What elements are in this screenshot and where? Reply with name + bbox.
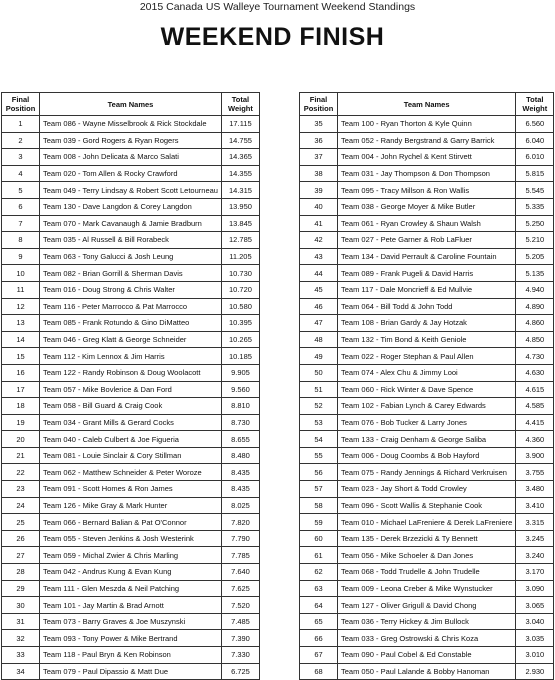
table-row xyxy=(2,431,260,448)
final-position-cell: 65 xyxy=(300,613,338,630)
final-position-cell: 37 xyxy=(300,149,338,166)
total-weight-cell: 14.315 xyxy=(221,182,259,199)
final-position-cell: 7 xyxy=(2,215,40,232)
team-name-cell: Team 055 - Steven Jenkins & Josh Westerink xyxy=(40,530,222,547)
table-row xyxy=(2,165,260,182)
total-weight-cell: 7.390 xyxy=(221,630,259,647)
total-weight-cell: 13.845 xyxy=(221,215,259,232)
final-position-cell: 12 xyxy=(2,298,40,315)
team-name-cell: Team 010 - Michael LaFreniere & Derek LaFreniere xyxy=(338,514,516,531)
total-weight-cell: 4.860 xyxy=(516,315,554,332)
total-weight-cell: 10.730 xyxy=(221,265,259,282)
table-row xyxy=(300,497,554,514)
total-weight-cell: 5.250 xyxy=(516,215,554,232)
total-weight-cell: 4.630 xyxy=(516,364,554,381)
team-name-cell: Team 038 - George Moyer & Mike Butler xyxy=(338,198,516,215)
table-row xyxy=(2,481,260,498)
position-header-line2: Position xyxy=(5,104,36,113)
final-position-cell: 30 xyxy=(2,597,40,614)
final-position-cell: 61 xyxy=(300,547,338,564)
final-position-cell: 16 xyxy=(2,364,40,381)
final-position-cell: 50 xyxy=(300,364,338,381)
total-weight-cell: 4.585 xyxy=(516,398,554,415)
table-row xyxy=(2,248,260,265)
table-row xyxy=(2,364,260,381)
table-row xyxy=(2,331,260,348)
total-weight-cell: 12.785 xyxy=(221,232,259,249)
table-row xyxy=(300,281,554,298)
total-weight-cell: 5.545 xyxy=(516,182,554,199)
final-position-cell: 48 xyxy=(300,331,338,348)
final-position-cell: 11 xyxy=(2,281,40,298)
total-weight-cell: 3.480 xyxy=(516,481,554,498)
total-weight-cell: 4.890 xyxy=(516,298,554,315)
team-name-cell: Team 022 - Roger Stephan & Paul Allen xyxy=(338,348,516,365)
total-weight-cell: 8.025 xyxy=(221,497,259,514)
final-position-cell: 34 xyxy=(2,663,40,680)
table-row xyxy=(2,514,260,531)
total-weight-cell: 3.170 xyxy=(516,564,554,581)
team-name-cell: Team 091 - Scott Homes & Ron James xyxy=(40,481,222,498)
total-weight-cell: 8.480 xyxy=(221,447,259,464)
table-row xyxy=(300,182,554,199)
header-row xyxy=(300,93,554,116)
table-row xyxy=(300,431,554,448)
final-position-cell: 21 xyxy=(2,447,40,464)
final-position-cell: 49 xyxy=(300,348,338,365)
final-position-cell: 54 xyxy=(300,431,338,448)
team-name-cell: Team 046 - Greg Klatt & George Schneider xyxy=(40,331,222,348)
total-weight-cell: 4.940 xyxy=(516,281,554,298)
team-name-cell: Team 020 - Tom Allen & Rocky Crawford xyxy=(40,165,222,182)
total-weight-cell: 10.720 xyxy=(221,281,259,298)
total-weight-cell: 7.625 xyxy=(221,580,259,597)
total-weight-cell: 3.035 xyxy=(516,630,554,647)
team-names-header: Team Names xyxy=(40,93,222,116)
total-weight-cell: 5.205 xyxy=(516,248,554,265)
team-name-cell: Team 039 - Gord Rogers & Ryan Rogers xyxy=(40,132,222,149)
team-name-cell: Team 096 - Scott Wallis & Stephanie Cook xyxy=(338,497,516,514)
total-weight-cell: 5.335 xyxy=(516,198,554,215)
team-name-cell: Team 095 - Tracy Millson & Ron Wallis xyxy=(338,182,516,199)
final-position-cell: 22 xyxy=(2,464,40,481)
table-row xyxy=(2,497,260,514)
table-row xyxy=(300,215,554,232)
team-name-cell: Team 073 - Barry Graves & Joe Muszynski xyxy=(40,613,222,630)
total-weight-cell: 3.900 xyxy=(516,447,554,464)
table-row xyxy=(300,381,554,398)
final-position-cell: 56 xyxy=(300,464,338,481)
total-weight-cell: 3.410 xyxy=(516,497,554,514)
table-row xyxy=(300,232,554,249)
total-weight-cell: 10.580 xyxy=(221,298,259,315)
team-name-cell: Team 031 - Jay Thompson & Don Thompson xyxy=(338,165,516,182)
final-position-cell: 64 xyxy=(300,597,338,614)
team-name-cell: Team 086 - Wayne Misselbrook & Rick Stockdale xyxy=(40,116,222,133)
table-row xyxy=(2,348,260,365)
team-name-cell: Team 117 - Dale Moncrieff & Ed Mullvie xyxy=(338,281,516,298)
team-name-cell: Team 056 - Mike Schoeler & Dan Jones xyxy=(338,547,516,564)
table-row xyxy=(300,364,554,381)
team-name-cell: Team 066 - Bernard Balian & Pat O'Connor xyxy=(40,514,222,531)
final-position-cell: 4 xyxy=(2,165,40,182)
table-row xyxy=(300,331,554,348)
total-weight-cell: 3.315 xyxy=(516,514,554,531)
table-row xyxy=(2,298,260,315)
team-name-cell: Team 033 - Greg Ostrowski & Chris Koza xyxy=(338,630,516,647)
team-name-cell: Team 122 - Randy Robinson & Doug Woolacott xyxy=(40,364,222,381)
final-position-cell: 18 xyxy=(2,398,40,415)
team-name-cell: Team 042 - Andrus Kung & Evan Kung xyxy=(40,564,222,581)
table-row xyxy=(2,198,260,215)
standings-body-left xyxy=(2,116,260,680)
team-name-cell: Team 100 - Ryan Thorton & Kyle Quinn xyxy=(338,116,516,133)
final-position-cell: 25 xyxy=(2,514,40,531)
team-name-cell: Team 132 - Tim Bond & Keith Geniole xyxy=(338,331,516,348)
total-weight-cell: 7.790 xyxy=(221,530,259,547)
final-position-cell: 26 xyxy=(2,530,40,547)
table-row xyxy=(2,464,260,481)
total-weight-cell: 11.205 xyxy=(221,248,259,265)
total-weight-cell: 3.090 xyxy=(516,580,554,597)
table-row xyxy=(300,481,554,498)
table-row xyxy=(300,348,554,365)
team-name-cell: Team 134 - David Perrault & Caroline Fountain xyxy=(338,248,516,265)
final-position-cell: 43 xyxy=(300,248,338,265)
total-weight-cell: 5.210 xyxy=(516,232,554,249)
team-name-cell: Team 060 - Rick Winter & Dave Spence xyxy=(338,381,516,398)
final-position-cell: 52 xyxy=(300,398,338,415)
final-position-cell: 58 xyxy=(300,497,338,514)
table-row xyxy=(2,182,260,199)
table-row xyxy=(300,647,554,664)
table-row xyxy=(2,613,260,630)
total-weight-cell: 14.755 xyxy=(221,132,259,149)
final-position-cell: 63 xyxy=(300,580,338,597)
team-name-cell: Team 061 - Ryan Crowley & Shaun Walsh xyxy=(338,215,516,232)
table-row xyxy=(2,132,260,149)
table-row xyxy=(2,232,260,249)
team-name-cell: Team 079 - Paul Dipassio & Matt Due xyxy=(40,663,222,680)
team-name-cell: Team 034 - Grant Mills & Gerard Cocks xyxy=(40,414,222,431)
total-weight-cell: 13.950 xyxy=(221,198,259,215)
team-name-cell: Team 090 - Paul Cobel & Ed Constable xyxy=(338,647,516,664)
team-name-cell: Team 126 - Mike Gray & Mark Hunter xyxy=(40,497,222,514)
team-name-cell: Team 008 - John Delicata & Marco Salati xyxy=(40,149,222,166)
table-row xyxy=(2,447,260,464)
team-name-cell: Team 082 - Brian Gorrill & Sherman Davis xyxy=(40,265,222,282)
team-name-cell: Team 063 - Tony Galucci & Josh Leung xyxy=(40,248,222,265)
table-row xyxy=(2,547,260,564)
team-name-cell: Team 036 - Terry Hickey & Jim Bullock xyxy=(338,613,516,630)
team-name-cell: Team 085 - Frank Rotundo & Gino DiMatteo xyxy=(40,315,222,332)
final-position-cell: 13 xyxy=(2,315,40,332)
final-position-cell: 67 xyxy=(300,647,338,664)
team-name-cell: Team 133 - Craig Denham & George Saliba xyxy=(338,431,516,448)
final-position-cell: 19 xyxy=(2,414,40,431)
total-weight-cell: 17.115 xyxy=(221,116,259,133)
final-position-cell: 32 xyxy=(2,630,40,647)
table-row xyxy=(300,298,554,315)
position-header xyxy=(2,93,40,116)
weight-header-line2: Weight xyxy=(228,104,253,113)
team-name-cell: Team 023 - Jay Short & Todd Crowley xyxy=(338,481,516,498)
table-row xyxy=(2,149,260,166)
final-position-cell: 31 xyxy=(2,613,40,630)
final-position-cell: 20 xyxy=(2,431,40,448)
total-weight-cell: 3.755 xyxy=(516,464,554,481)
table-row xyxy=(300,564,554,581)
total-weight-cell: 6.560 xyxy=(516,116,554,133)
final-position-cell: 38 xyxy=(300,165,338,182)
total-weight-cell: 4.615 xyxy=(516,381,554,398)
total-weight-cell: 3.010 xyxy=(516,647,554,664)
weight-header xyxy=(221,93,259,116)
position-header-line1: Final xyxy=(309,95,328,104)
table-row xyxy=(300,663,554,680)
total-weight-cell: 5.135 xyxy=(516,265,554,282)
table-row xyxy=(300,597,554,614)
final-position-cell: 46 xyxy=(300,298,338,315)
table-row xyxy=(2,265,260,282)
total-weight-cell: 7.330 xyxy=(221,647,259,664)
final-position-cell: 15 xyxy=(2,348,40,365)
team-name-cell: Team 135 - Derek Brzezicki & Ty Bennett xyxy=(338,530,516,547)
team-name-cell: Team 049 - Terry Lindsay & Robert Scott Letourneau xyxy=(40,182,222,199)
total-weight-cell: 2.930 xyxy=(516,663,554,680)
table-row xyxy=(300,547,554,564)
team-name-cell: Team 081 - Louie Sinclair & Cory Stillman xyxy=(40,447,222,464)
total-weight-cell: 4.850 xyxy=(516,331,554,348)
position-header-line1: Final xyxy=(11,95,30,104)
table-row xyxy=(300,630,554,647)
final-position-cell: 66 xyxy=(300,630,338,647)
total-weight-cell: 3.240 xyxy=(516,547,554,564)
total-weight-cell: 14.355 xyxy=(221,165,259,182)
final-position-cell: 36 xyxy=(300,132,338,149)
table-row xyxy=(300,447,554,464)
total-weight-cell: 10.265 xyxy=(221,331,259,348)
table-row xyxy=(2,580,260,597)
table-row xyxy=(2,414,260,431)
team-name-cell: Team 064 - Bill Todd & John Todd xyxy=(338,298,516,315)
team-name-cell: Team 058 - Bill Guard & Craig Cook xyxy=(40,398,222,415)
total-weight-cell: 6.725 xyxy=(221,663,259,680)
final-position-cell: 53 xyxy=(300,414,338,431)
final-position-cell: 23 xyxy=(2,481,40,498)
team-name-cell: Team 035 - Al Russell & Bill Rorabeck xyxy=(40,232,222,249)
final-position-cell: 51 xyxy=(300,381,338,398)
final-position-cell: 62 xyxy=(300,564,338,581)
table-row xyxy=(300,248,554,265)
table-row xyxy=(2,315,260,332)
final-position-cell: 5 xyxy=(2,182,40,199)
total-weight-cell: 6.010 xyxy=(516,149,554,166)
total-weight-cell: 10.395 xyxy=(221,315,259,332)
final-position-cell: 47 xyxy=(300,315,338,332)
final-position-cell: 35 xyxy=(300,116,338,133)
total-weight-cell: 10.185 xyxy=(221,348,259,365)
standings-table-right xyxy=(299,92,554,680)
total-weight-cell: 8.655 xyxy=(221,431,259,448)
weight-header-line1: Total xyxy=(231,95,250,104)
standings-table-left xyxy=(1,92,260,680)
final-position-cell: 24 xyxy=(2,497,40,514)
header-row xyxy=(2,93,260,116)
table-row xyxy=(2,647,260,664)
team-name-cell: Team 004 - John Rychel & Kent Stirvett xyxy=(338,149,516,166)
table-row xyxy=(2,215,260,232)
final-position-cell: 6 xyxy=(2,198,40,215)
table-row xyxy=(300,265,554,282)
team-name-cell: Team 027 - Pete Garner & Rob LaFluer xyxy=(338,232,516,249)
final-position-cell: 17 xyxy=(2,381,40,398)
final-position-cell: 8 xyxy=(2,232,40,249)
weight-header xyxy=(516,93,554,116)
team-name-cell: Team 102 - Fabian Lynch & Carey Edwards xyxy=(338,398,516,415)
team-name-cell: Team 075 - Randy Jennings & Richard Verkruisen xyxy=(338,464,516,481)
table-row xyxy=(2,530,260,547)
total-weight-cell: 9.905 xyxy=(221,364,259,381)
team-name-cell: Team 040 - Caleb Culbert & Joe Figueria xyxy=(40,431,222,448)
total-weight-cell: 8.810 xyxy=(221,398,259,415)
team-name-cell: Team 074 - Alex Chu & Jimmy Looi xyxy=(338,364,516,381)
final-position-cell: 39 xyxy=(300,182,338,199)
total-weight-cell: 3.040 xyxy=(516,613,554,630)
final-position-cell: 59 xyxy=(300,514,338,531)
team-name-cell: Team 070 - Mark Cavanaugh & Jamie Bradburn xyxy=(40,215,222,232)
team-name-cell: Team 093 - Tony Power & Mike Bertrand xyxy=(40,630,222,647)
team-name-cell: Team 006 - Doug Coombs & Bob Hayford xyxy=(338,447,516,464)
total-weight-cell: 7.820 xyxy=(221,514,259,531)
total-weight-cell: 8.435 xyxy=(221,464,259,481)
team-name-cell: Team 062 - Matthew Schneider & Peter Woroze xyxy=(40,464,222,481)
team-name-cell: Team 016 - Doug Strong & Chris Walter xyxy=(40,281,222,298)
table-row xyxy=(300,580,554,597)
final-position-cell: 9 xyxy=(2,248,40,265)
total-weight-cell: 5.815 xyxy=(516,165,554,182)
page-subtitle: 2015 Canada US Walleye Tournament Weekend Standings xyxy=(139,1,416,13)
final-position-cell: 40 xyxy=(300,198,338,215)
table-row xyxy=(2,381,260,398)
final-position-cell: 10 xyxy=(2,265,40,282)
table-row xyxy=(300,398,554,415)
total-weight-cell: 14.365 xyxy=(221,149,259,166)
table-row xyxy=(300,116,554,133)
weight-header-line1: Total xyxy=(526,95,544,104)
final-position-cell: 29 xyxy=(2,580,40,597)
final-position-cell: 57 xyxy=(300,481,338,498)
team-name-cell: Team 050 - Paul Lalande & Bobby Hanoman xyxy=(338,663,516,680)
team-name-cell: Team 108 - Brian Gardy & Jay Hotzak xyxy=(338,315,516,332)
team-name-cell: Team 101 - Jay Martin & Brad Arnott xyxy=(40,597,222,614)
total-weight-cell: 6.040 xyxy=(516,132,554,149)
team-name-cell: Team 130 - Dave Langdon & Corey Langdon xyxy=(40,198,222,215)
final-position-cell: 41 xyxy=(300,215,338,232)
final-position-cell: 45 xyxy=(300,281,338,298)
total-weight-cell: 7.785 xyxy=(221,547,259,564)
table-row xyxy=(300,613,554,630)
team-name-cell: Team 127 - Oliver Grigull & David Chong xyxy=(338,597,516,614)
total-weight-cell: 9.560 xyxy=(221,381,259,398)
table-row xyxy=(300,530,554,547)
final-position-cell: 42 xyxy=(300,232,338,249)
table-row xyxy=(2,564,260,581)
table-row xyxy=(300,464,554,481)
table-row xyxy=(300,149,554,166)
standings-body-right xyxy=(300,116,554,680)
team-name-cell: Team 116 - Peter Marrocco & Pat Marrocco xyxy=(40,298,222,315)
table-row xyxy=(2,398,260,415)
table-row xyxy=(300,514,554,531)
table-row xyxy=(300,414,554,431)
team-name-cell: Team 057 - Mike Bovlerice & Dan Ford xyxy=(40,381,222,398)
final-position-cell: 60 xyxy=(300,530,338,547)
team-name-cell: Team 009 - Leona Creber & Mike Wynstucker xyxy=(338,580,516,597)
table-row xyxy=(2,663,260,680)
final-position-cell: 33 xyxy=(2,647,40,664)
table-row xyxy=(300,165,554,182)
total-weight-cell: 4.730 xyxy=(516,348,554,365)
total-weight-cell: 7.520 xyxy=(221,597,259,614)
final-position-cell: 44 xyxy=(300,265,338,282)
total-weight-cell: 4.415 xyxy=(516,414,554,431)
final-position-cell: 3 xyxy=(2,149,40,166)
table-row xyxy=(2,116,260,133)
total-weight-cell: 7.485 xyxy=(221,613,259,630)
team-name-cell: Team 118 - Paul Bryn & Ken Robinson xyxy=(40,647,222,664)
final-position-cell: 2 xyxy=(2,132,40,149)
team-name-cell: Team 059 - Michal Zwier & Chris Marling xyxy=(40,547,222,564)
final-position-cell: 55 xyxy=(300,447,338,464)
team-name-cell: Team 112 - Kim Lennox & Jim Harris xyxy=(40,348,222,365)
total-weight-cell: 3.245 xyxy=(516,530,554,547)
total-weight-cell: 7.640 xyxy=(221,564,259,581)
page-title: WEEKEND FINISH xyxy=(160,23,385,51)
team-name-cell: Team 076 - Bob Tucker & Larry Jones xyxy=(338,414,516,431)
weight-header-line2: Weight xyxy=(522,104,548,113)
total-weight-cell: 4.360 xyxy=(516,431,554,448)
team-name-cell: Team 089 - Frank Pugeli & David Harris xyxy=(338,265,516,282)
table-row xyxy=(2,597,260,614)
final-position-cell: 28 xyxy=(2,564,40,581)
table-row xyxy=(2,630,260,647)
team-names-header: Team Names xyxy=(338,93,516,116)
final-position-cell: 14 xyxy=(2,331,40,348)
table-row xyxy=(2,281,260,298)
team-name-cell: Team 068 - Todd Trudelle & John Trudelle xyxy=(338,564,516,581)
table-row xyxy=(300,315,554,332)
final-position-cell: 1 xyxy=(2,116,40,133)
team-name-cell: Team 052 - Randy Bergstrand & Garry Barrick xyxy=(338,132,516,149)
table-row xyxy=(300,198,554,215)
final-position-cell: 27 xyxy=(2,547,40,564)
table-row xyxy=(300,132,554,149)
total-weight-cell: 8.730 xyxy=(221,414,259,431)
team-name-cell: Team 111 - Glen Meszda & Neil Patching xyxy=(40,580,222,597)
total-weight-cell: 8.435 xyxy=(221,481,259,498)
position-header-line2: Position xyxy=(303,104,334,113)
total-weight-cell: 3.065 xyxy=(516,597,554,614)
position-header xyxy=(300,93,338,116)
final-position-cell: 68 xyxy=(300,663,338,680)
